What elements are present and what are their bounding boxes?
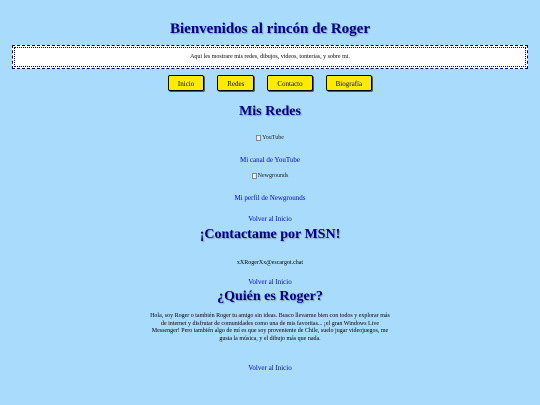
nav-redes-button[interactable]: Redes <box>217 75 254 91</box>
bio-title: ¿Quién es Roger? <box>217 289 323 304</box>
page-title: Bienvenidos al rincón de Roger <box>169 21 370 37</box>
bio-section <box>0 289 540 305</box>
redes-section <box>0 104 540 120</box>
youtube-image <box>256 134 284 142</box>
intro-banner: Aqui les mostrare mis redes, dibujos, videos, tonterias, y sobre mi. <box>12 45 528 69</box>
back-to-top-link[interactable]: Volver al Inicio <box>248 364 292 372</box>
contacto-section <box>0 227 540 243</box>
youtube-channel-link[interactable]: Mi canal de YouTube <box>239 156 301 164</box>
nav-bar <box>0 75 540 91</box>
back-to-top-link[interactable]: Volver al Inicio <box>248 215 292 223</box>
bio-paragraph: Hola, soy Roger o también Roger tu amigo sin ideas. Busco llevarme bien con todos y explorar más de internet y disfrutar de comunidades como una de mis favoritas... ¡el gran Windows Live Messenger! Pero también algo de mí es que soy proveniente de Chile, suelo jugar videojuegos, me gusta la música, y el dibujo más que nada. <box>150 313 390 342</box>
broken-image-icon <box>256 135 261 141</box>
nav-biografia-button[interactable]: Biografía <box>326 75 372 91</box>
nav-contacto-button[interactable]: Contacto <box>267 75 312 91</box>
newgrounds-alt-text: Newgrounds <box>257 173 289 179</box>
newgrounds-image <box>252 172 289 180</box>
redes-title: Mis Redes <box>239 104 301 119</box>
newgrounds-profile-link[interactable]: Mi perfil de Newgrounds <box>234 194 306 202</box>
back-to-top-link[interactable]: Volver al Inicio <box>248 278 292 286</box>
youtube-alt-text: YouTube <box>262 135 284 141</box>
broken-image-icon <box>252 173 257 179</box>
nav-inicio-button[interactable]: Inicio <box>168 75 204 91</box>
msn-address: xXRogerXx@escargot.chat <box>236 260 304 266</box>
contacto-title: ¡Contactame por MSN! <box>199 227 341 242</box>
